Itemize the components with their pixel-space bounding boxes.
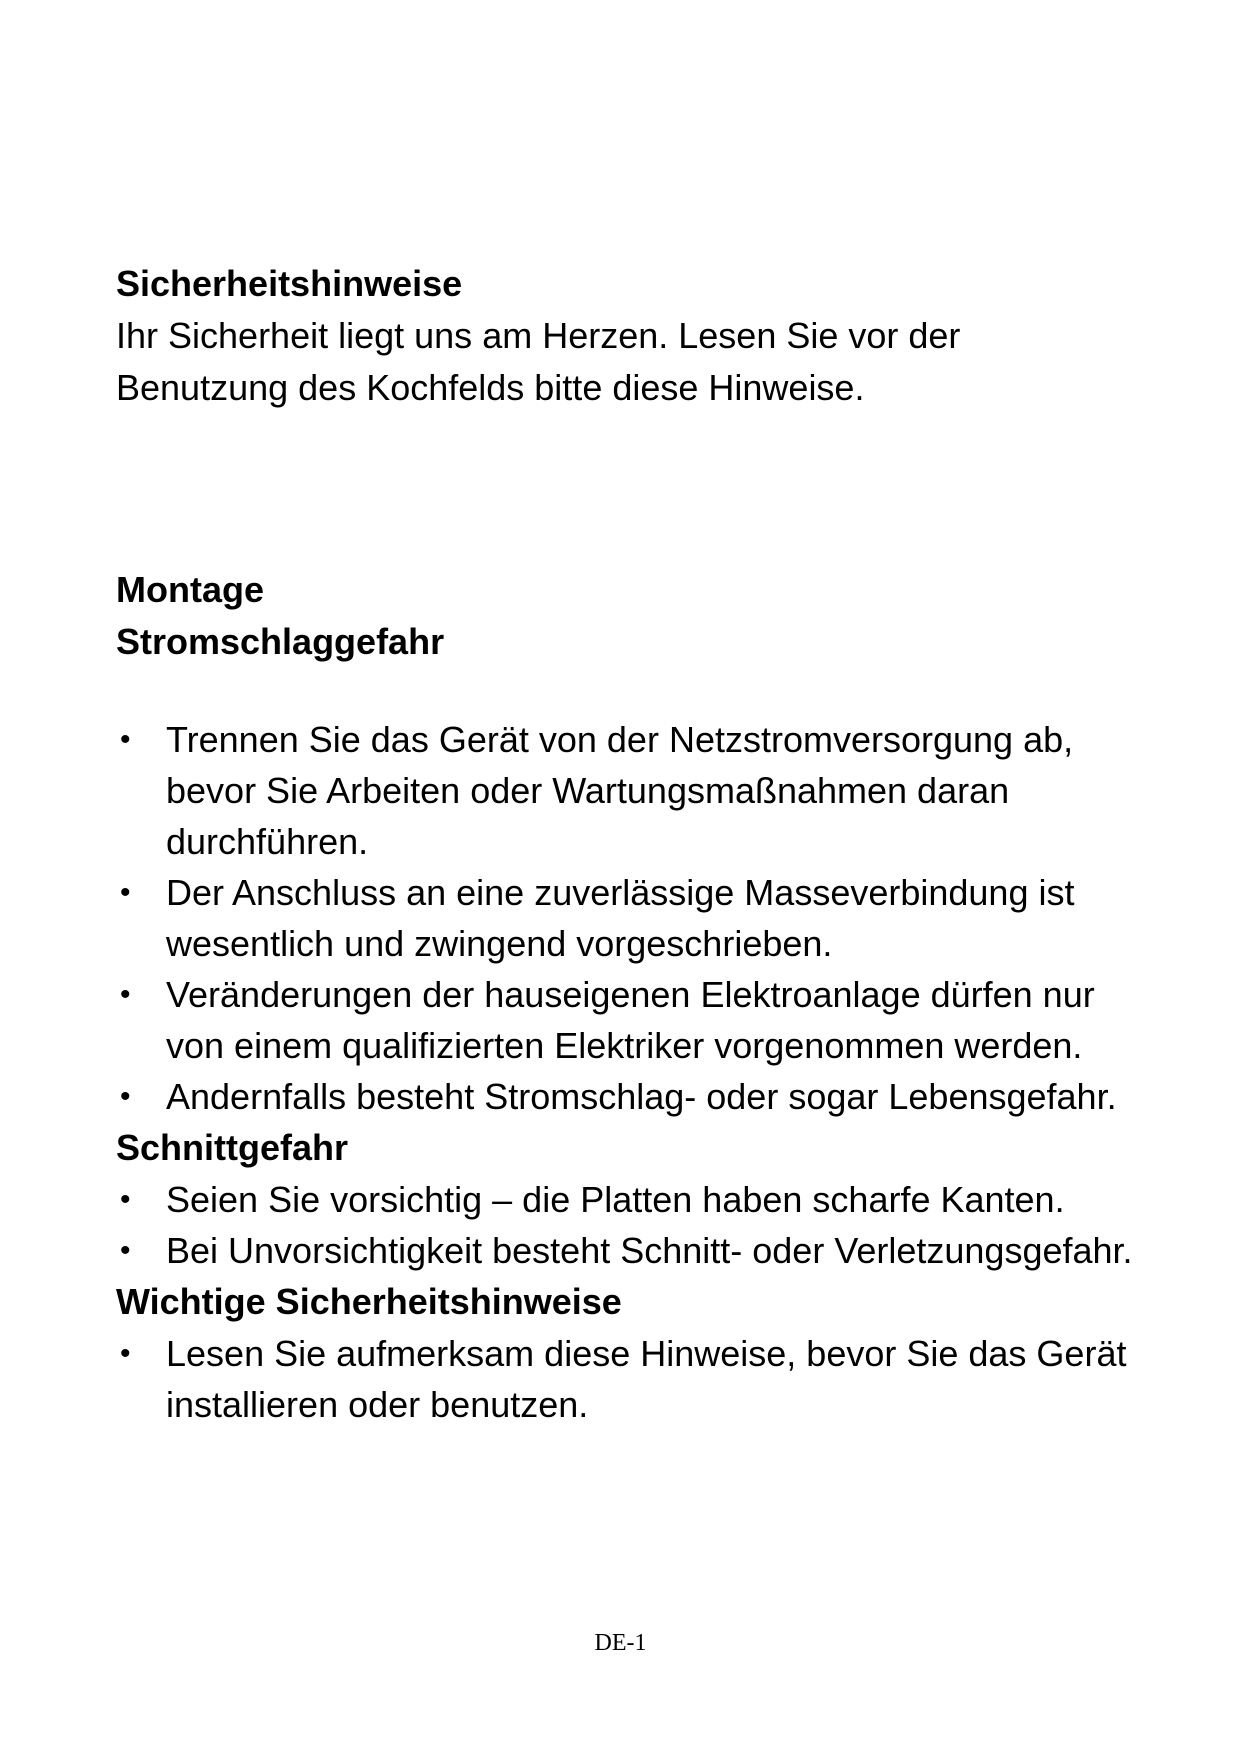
bullet-icon: • [120, 1080, 131, 1113]
bullet-icon: • [120, 1234, 131, 1267]
document-body [116, 258, 1136, 1430]
list-item: • Trennen Sie das Gerät von der Netzstromversorgung ab, bevor Sie Arbeiten oder Wartungsmaßnahmen daran durchführen. [116, 714, 1136, 867]
list-item: • Veränderungen der hauseigenen Elektroanlage dürfen nur von einem qualifizierten Elektriker vorgenommen werden. [116, 969, 1136, 1071]
bullet-icon: • [120, 876, 131, 909]
schnitt-list [116, 1174, 1136, 1276]
bullet-icon: • [120, 978, 131, 1011]
subsection-title-cut-hazard: Schnittgefahr [116, 1127, 349, 1168]
list-item: • Der Anschluss an eine zuverlässige Masseverbindung ist wesentlich und zwingend vorgeschrieben. [116, 867, 1136, 969]
intro-paragraph: Ihr Sicherheit liegt uns am Herzen. Lesen Sie vor der Benutzung des Kochfelds bitte diese Hinweise. [116, 315, 961, 408]
section-title-montage: Montage [116, 569, 264, 610]
subsection-title-electric-shock: Stromschlaggefahr [116, 621, 445, 662]
wichtig-list [116, 1328, 1136, 1430]
list-item: • Lesen Sie aufmerksam diese Hinweise, bevor Sie das Gerät installieren oder benutzen. [116, 1328, 1136, 1430]
subsection-title-important: Wichtige Sicherheitshinweise [116, 1281, 622, 1322]
list-item: • Seien Sie vorsichtig – die Platten haben scharfe Kanten. [116, 1174, 1136, 1225]
bullet-icon: • [120, 723, 131, 756]
montage-list [116, 714, 1136, 1122]
section-title-safety: Sicherheitshinweise [116, 263, 463, 304]
page-number: DE-1 [594, 1630, 647, 1656]
spacer [116, 668, 1136, 714]
spacer [116, 414, 1136, 564]
list-item: • Andernfalls besteht Stromschlag- oder sogar Lebensgefahr. [116, 1071, 1136, 1122]
bullet-icon: • [120, 1337, 131, 1370]
list-item: • Bei Unvorsichtigkeit besteht Schnitt- oder Verletzungsgefahr. [116, 1225, 1136, 1276]
bullet-icon: • [120, 1183, 131, 1216]
